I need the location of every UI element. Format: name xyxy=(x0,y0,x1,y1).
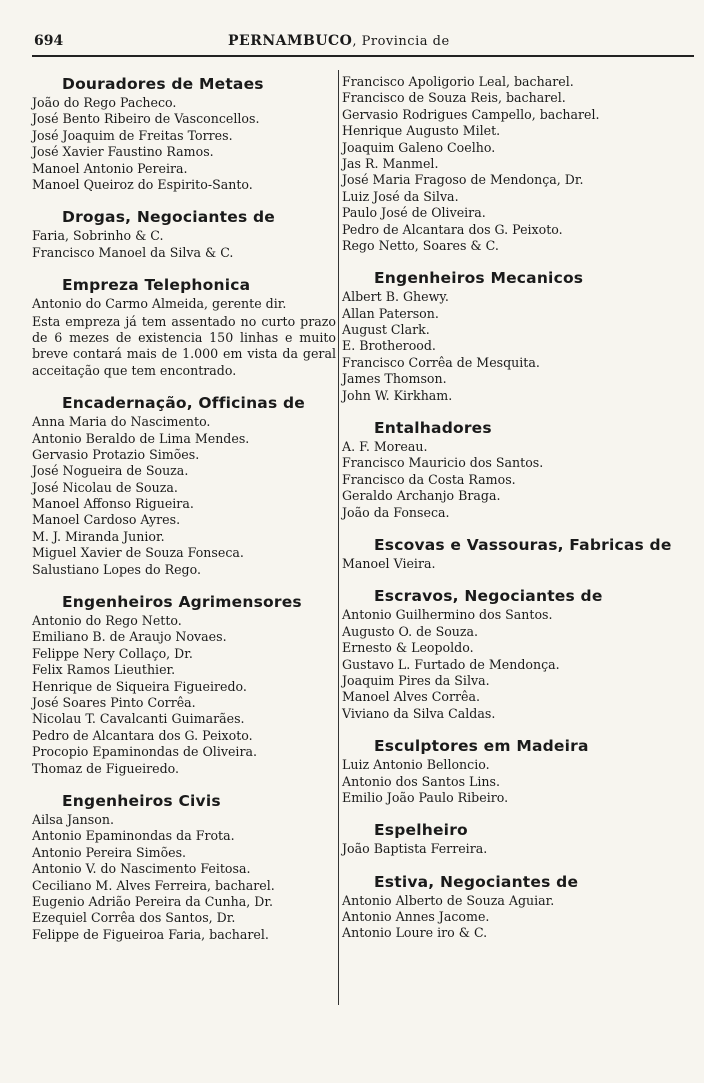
directory-entry: Pedro de Alcantara dos G. Peixoto. xyxy=(342,221,563,237)
directory-entry: Henrique Augusto Milet. xyxy=(342,123,501,139)
directory-entry: Albert B. Ghewy. xyxy=(342,289,449,305)
directory-entry: Eugenio Adrião Pereira da Cunha, Dr. xyxy=(32,893,274,909)
directory-entry: Francisco Manoel da Silva & C. xyxy=(32,244,234,260)
directory-entry: Antonio V. do Nascimento Feitosa. xyxy=(32,861,251,877)
section-title: Espelheiro xyxy=(374,821,468,840)
directory-entry: Gervasio Rodrigues Campello, bacharel. xyxy=(342,106,600,122)
directory-entry: Antonio dos Santos Lins. xyxy=(342,773,501,789)
section-title: Escravos, Negociantes de xyxy=(374,587,603,606)
page-number: 694 xyxy=(34,33,64,49)
directory-entry: James Thomson. xyxy=(342,371,447,387)
directory-entry: Augusto O. de Souza. xyxy=(342,623,479,639)
section-title: Encadernação, Officinas de xyxy=(62,394,305,413)
section-title: Douradores de Metaes xyxy=(62,75,264,93)
directory-entry: John W. Kirkham. xyxy=(342,387,453,403)
directory-section xyxy=(342,872,692,942)
directory-entry: Salustiano Lopes do Rego. xyxy=(32,561,201,577)
directory-entry: Allan Paterson. xyxy=(342,305,439,321)
directory-section xyxy=(342,736,692,806)
directory-entry: Luiz José da Silva. xyxy=(342,188,459,204)
directory-entry: Antonio Loure iro & C. xyxy=(342,925,488,941)
directory-section xyxy=(32,791,336,943)
directory-entry: Manoel Vieira. xyxy=(342,555,436,571)
directory-entry: Emilio João Paulo Ribeiro. xyxy=(342,789,509,805)
directory-entry: Antonio Pereira Simões. xyxy=(32,844,187,860)
directory-entry: Gustavo L. Furtado de Mendonça. xyxy=(342,656,560,672)
directory-entry: Manoel Alves Corrêa. xyxy=(342,689,480,705)
section-title: Engenheiros Mecanicos xyxy=(374,269,584,288)
directory-entry: Francisco da Costa Ramos. xyxy=(342,471,516,487)
section-title: Entalhadores xyxy=(374,419,492,438)
section-note: Esta empreza já tem assentado no curto prazo de 6 mezes de existencia 150 linhas e muito breve contará mais de 1.000 em vista da geral acceitação que tem encontrado. xyxy=(32,313,336,378)
section-title: Escovas e Vassouras, Fabricas de xyxy=(374,535,672,554)
directory-entry: Joaquim Galeno Coelho. xyxy=(342,139,496,155)
directory-entry: Gervasio Protazio Simões. xyxy=(32,446,200,462)
section-title: Estiva, Negociantes de xyxy=(374,872,579,891)
directory-entry: Antonio do Rego Netto. xyxy=(32,613,182,629)
directory-entry: Antonio Beraldo de Lima Mendes. xyxy=(32,430,250,446)
directory-section xyxy=(32,393,336,578)
directory-entry: Antonio Guilhermino dos Santos. xyxy=(342,607,553,623)
directory-entry: José Nicolau de Souza. xyxy=(32,479,178,495)
directory-section xyxy=(32,592,336,777)
running-title xyxy=(228,33,450,49)
directory-entry: José Soares Pinto Corrêa. xyxy=(32,695,196,710)
directory-entry: Francisco de Souza Reis, bacharel. xyxy=(342,90,566,106)
directory-entry: Francisco Corrêa de Mesquita. xyxy=(342,354,540,370)
directory-entry: Geraldo Archanjo Braga. xyxy=(342,488,501,504)
directory-entry: Francisco Apoligorio Leal, bacharel. xyxy=(342,74,574,89)
directory-entry: Faria, Sobrinho & C. xyxy=(32,228,164,244)
directory-entry: José Xavier Faustino Ramos. xyxy=(32,144,214,160)
directory-entry: Procopio Epaminondas de Oliveira. xyxy=(32,744,257,760)
running-title-city: PERNAMBUCO xyxy=(228,33,353,49)
directory-section xyxy=(342,535,692,572)
directory-entry: Jas R. Manmel. xyxy=(342,155,439,171)
directory-entry: Rego Netto, Soares & C. xyxy=(342,237,499,253)
directory-section xyxy=(32,275,336,379)
directory-entry: Manoel Antonio Pereira. xyxy=(32,160,188,176)
directory-entry: Francisco Mauricio dos Santos. xyxy=(342,455,544,471)
directory-section xyxy=(342,74,692,254)
section-title: Drogas, Negociantes de xyxy=(62,208,275,227)
directory-entry: Ernesto & Leopoldo. xyxy=(342,640,474,656)
directory-section xyxy=(342,418,692,521)
column-divider xyxy=(338,70,339,1005)
directory-section xyxy=(32,207,336,261)
directory-entry: Ceciliano M. Alves Ferreira, bacharel. xyxy=(32,877,275,893)
directory-entry: Manoel Queiroz do Espirito-Santo. xyxy=(32,176,253,192)
directory-entry: José Bento Ribeiro de Vasconcellos. xyxy=(32,111,260,127)
directory-entry: José Nogueira de Souza. xyxy=(32,463,189,479)
directory-entry: Felippe de Figueiroa Faria, bacharel. xyxy=(32,926,269,942)
directory-entry: José Maria Fragoso de Mendonça, Dr. xyxy=(342,172,584,188)
directory-entry: Pedro de Alcantara dos G. Peixoto. xyxy=(32,727,253,743)
directory-entry: Antonio Annes Jacome. xyxy=(342,909,490,925)
directory-entry: Antonio Epaminondas da Frota. xyxy=(32,828,235,844)
directory-entry: Antonio do Carmo Almeida, gerente dir. xyxy=(32,296,287,312)
directory-entry: Miguel Xavier de Souza Fonseca. xyxy=(32,545,244,561)
directory-entry: Manoel Cardoso Ayres. xyxy=(32,512,181,528)
directory-entry: João do Rego Pacheco. xyxy=(32,95,177,110)
header-rule xyxy=(32,55,694,57)
directory-entry: Joaquim Pires da Silva. xyxy=(342,672,490,688)
directory-entry: M. J. Miranda Junior. xyxy=(32,528,165,544)
directory-entry: José Joaquim de Freitas Torres. xyxy=(32,127,233,143)
directory-entry: E. Brotherood. xyxy=(342,338,436,354)
directory-section xyxy=(32,74,336,193)
directory-entry: Ezequiel Corrêa dos Santos, Dr. xyxy=(32,910,236,926)
directory-entry: Henrique de Siqueira Figueiredo. xyxy=(32,678,247,694)
directory-entry: Ailsa Janson. xyxy=(32,811,114,827)
directory-section xyxy=(342,268,692,404)
directory-entry: A. F. Moreau. xyxy=(342,439,428,455)
directory-entry: Antonio Alberto de Souza Aguiar. xyxy=(342,892,555,908)
section-title: Esculptores em Madeira xyxy=(374,737,589,756)
directory-entry: Paulo José de Oliveira. xyxy=(342,205,486,221)
right-column xyxy=(342,74,692,956)
directory-entry: Emiliano B. de Araujo Novaes. xyxy=(32,629,227,645)
directory-entry: Thomaz de Figueiredo. xyxy=(32,760,180,776)
directory-entry: João da Fonseca. xyxy=(342,504,450,520)
directory-entry: Felippe Nery Collaço, Dr. xyxy=(32,645,193,661)
directory-entry: Luiz Antonio Belloncio. xyxy=(342,757,490,773)
running-title-province: , Provincia de xyxy=(352,34,450,49)
directory-section xyxy=(342,820,692,857)
directory-entry: João Baptista Ferreira. xyxy=(342,841,488,857)
directory-entry: Anna Maria do Nascimento. xyxy=(32,414,211,430)
directory-entry: August Clark. xyxy=(342,322,430,338)
section-title: Empreza Telephonica xyxy=(62,276,251,295)
directory-section xyxy=(342,586,692,722)
left-column xyxy=(32,74,336,957)
directory-entry: Viviano da Silva Caldas. xyxy=(342,705,496,721)
directory-entry: Manoel Affonso Rigueira. xyxy=(32,496,194,512)
section-title: Engenheiros Civis xyxy=(62,791,221,810)
directory-entry: Felix Ramos Lieuthier. xyxy=(32,662,176,678)
page-header xyxy=(32,33,692,53)
section-title: Engenheiros Agrimensores xyxy=(62,593,302,612)
directory-entry: Nicolau T. Cavalcanti Guimarães. xyxy=(32,711,245,727)
